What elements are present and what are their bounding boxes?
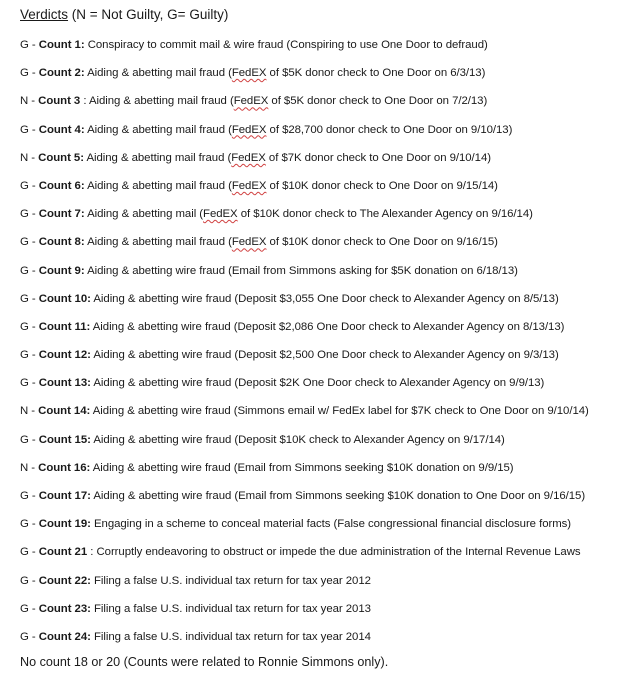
count-description: Filing a false U.S. individual tax return for tax year 2012 (94, 574, 371, 587)
count-number: Count 24: (38, 630, 91, 643)
spellcheck-flagged-word: FedEX (231, 236, 267, 249)
count-number: Count 19: (38, 518, 91, 531)
count-number: Count 10: (38, 292, 91, 305)
verdict-letter: G (20, 264, 29, 277)
verdict-letter: N (20, 95, 29, 108)
count-row: G - Count 6: Aiding & abetting mail fraud (FedEX of $10K donor check to One Door on 9/15/14) (20, 179, 498, 192)
count-description-tail: of $7K donor check to One Door on 9/10/14) (265, 151, 491, 164)
count-number: Count 22: (38, 574, 91, 587)
verdict-letter: G (20, 433, 29, 446)
count-description: Aiding & abetting mail ( (87, 208, 204, 221)
count-row: G - Count 24: Filing a false U.S. individual tax return for tax year 2014 (20, 630, 371, 643)
verdict-letter: G (20, 546, 29, 559)
count-description-tail: of $5K donor check to One Door on 7/2/13) (268, 95, 488, 108)
count-number: Count 9: (38, 264, 85, 277)
count-description-tail: of $10K donor check to The Alexander Agency on 9/16/14) (237, 208, 533, 221)
verdict-letter: G (20, 377, 29, 390)
count-description: Aiding & abetting wire fraud (Deposit $10K check to Alexander Agency on 9/17/14) (93, 433, 505, 446)
count-number: Count 8: (38, 236, 85, 249)
count-number: Count 3 (38, 95, 81, 108)
verdict-letter: G (20, 490, 29, 502)
count-description: Aiding & abetting mail fraud ( (87, 179, 232, 192)
spellcheck-flagged-word: FedEX (231, 179, 267, 192)
spellcheck-flagged-word: FedEX (233, 95, 269, 108)
count-row: G - Count 17: Aiding & abetting wire fraud (Email from Simmons seeking $10K donation to One Door on 9/16/15) (20, 490, 586, 502)
count-description: Aiding & abetting wire fraud (Deposit $3,055 One Door check to Alexander Agency on 8/5/13) (93, 292, 559, 305)
count-description: Aiding & abetting wire fraud (Deposit $2K One Door check to Alexander Agency on 9/9/13) (93, 377, 545, 390)
spellcheck-flagged-word: FedEX (203, 208, 238, 221)
count-row: G - Count 1: Conspiracy to commit mail & wire fraud (Conspiring to use One Door to defraud) (20, 39, 488, 51)
count-description: Aiding & abetting mail fraud ( (86, 151, 232, 164)
count-number: Count 4: (38, 123, 85, 136)
footer-note: No count 18 or 20 (Counts were related to Ronnie Simmons only). (20, 655, 389, 669)
verdict-letter: G (20, 630, 29, 643)
verdict-letter: G (20, 39, 29, 51)
verdict-letter: N (20, 461, 29, 474)
spellcheck-flagged-word: FedEX (231, 67, 267, 80)
verdict-letter: G (20, 574, 29, 587)
count-row: G - Count 10: Aiding & abetting wire fraud (Deposit $3,055 One Door check to Alexander Agency on 8/5/13) (20, 292, 559, 305)
count-row: N - Count 3 : Aiding & abetting mail fraud (FedEX of $5K donor check to One Door on 7/2/13) (20, 95, 488, 108)
count-description: Aiding & abetting wire fraud (Simmons email w/ FedEx label for $7K check to One Door on 9/10/14) (92, 405, 589, 418)
count-row: G - Count 13: Aiding & abetting wire fraud (Deposit $2K One Door check to Alexander Agency on 9/9/13) (20, 377, 545, 390)
count-row: G - Count 12: Aiding & abetting wire fraud (Deposit $2,500 One Door check to Alexander Agency on 9/3/13) (20, 349, 559, 362)
count-row: N - Count 16: Aiding & abetting wire fraud (Email from Simmons seeking $10K donation on 9/9/15) (20, 461, 514, 474)
count-description: Aiding & abetting wire fraud (Email from Simmons seeking $10K donation on 9/9/15) (92, 461, 514, 474)
verdict-letter: G (20, 208, 29, 221)
count-description: Engaging in a scheme to conceal material facts (False congressional financial disclosure forms) (94, 518, 572, 531)
count-row: N - Count 5: Aiding & abetting mail fraud (FedEX of $7K donor check to One Door on 9/10/14) (20, 151, 491, 164)
count-number: Count 6: (38, 179, 85, 192)
verdicts-title: Verdicts (20, 7, 69, 22)
verdict-letter: N (20, 151, 29, 164)
count-description: Aiding & abetting wire fraud (Deposit $2,086 One Door check to Alexander Agency on 8/13/13) (92, 320, 565, 333)
count-row: G - Count 15: Aiding & abetting wire fraud (Deposit $10K check to Alexander Agency on 9/17/14) (20, 433, 505, 446)
count-description: Filing a false U.S. individual tax return for tax year 2013 (94, 602, 371, 615)
verdict-letter: G (20, 67, 29, 80)
count-number: Count 11: (38, 320, 91, 333)
verdict-letter: G (20, 179, 29, 192)
verdict-letter: G (20, 236, 29, 249)
verdict-letter: G (20, 123, 29, 136)
verdicts-heading (20, 7, 228, 22)
count-description: : Aiding & abetting mail fraud ( (83, 95, 234, 108)
count-number: Count 15: (38, 433, 91, 446)
verdict-letter: G (20, 602, 29, 615)
count-row: G - Count 11: Aiding & abetting wire fraud (Deposit $2,086 One Door check to Alexander Agency on 8/13/13) (20, 320, 565, 333)
count-number: Count 1: (38, 39, 85, 51)
spellcheck-flagged-word: FedEX (231, 123, 267, 136)
count-number: Count 14: (38, 405, 91, 418)
count-description: Aiding & abetting mail fraud ( (87, 236, 232, 249)
count-row: G - Count 4: Aiding & abetting mail fraud (FedEX of $28,700 donor check to One Door on 9/10/13) (20, 123, 513, 136)
verdict-letter: G (20, 349, 29, 362)
count-description-tail: of $10K donor check to One Door on 9/15/14) (266, 179, 498, 192)
count-description: Conspiracy to commit mail & wire fraud (Conspiring to use One Door to defraud) (87, 39, 488, 51)
count-row: G - Count 22: Filing a false U.S. individual tax return for tax year 2012 (20, 574, 371, 587)
count-description-tail: of $10K donor check to One Door on 9/16/15) (266, 236, 498, 249)
count-number: Count 12: (38, 349, 91, 362)
count-number: Count 21 (38, 546, 88, 559)
count-row: G - Count 23: Filing a false U.S. individual tax return for tax year 2013 (20, 602, 371, 615)
count-row: G - Count 21 : Corruptly endeavoring to obstruct or impede the due administration of the Internal Revenue Laws (20, 546, 581, 559)
count-row: G - Count 7: Aiding & abetting mail (FedEX of $10K donor check to The Alexander Agency on 9/16/14) (20, 208, 533, 221)
count-number: Count 7: (38, 208, 85, 221)
count-description-tail: of $5K donor check to One Door on 6/3/13) (266, 67, 486, 80)
count-row: G - Count 2: Aiding & abetting mail fraud (FedEX of $5K donor check to One Door on 6/3/13) (20, 67, 486, 80)
count-row: N - Count 14: Aiding & abetting wire fraud (Simmons email w/ FedEx label for $7K check to One Door on 9/10/14) (20, 405, 589, 418)
count-description: Aiding & abetting wire fraud (Email from Simmons asking for $5K donation on 6/18/13) (87, 264, 518, 277)
count-description: Aiding & abetting mail fraud ( (87, 67, 232, 80)
count-description: Filing a false U.S. individual tax return for tax year 2014 (94, 630, 371, 643)
count-row: G - Count 8: Aiding & abetting mail fraud (FedEX of $10K donor check to One Door on 9/16/15) (20, 236, 498, 249)
count-number: Count 5: (38, 151, 84, 164)
verdict-letter: G (20, 292, 29, 305)
count-description: Aiding & abetting wire fraud (Deposit $2,500 One Door check to Alexander Agency on 9/3/13) (93, 349, 559, 362)
verdicts-legend: (N = Not Guilty, G= Guilty) (68, 7, 229, 22)
verdict-letter: G (20, 320, 29, 333)
spellcheck-flagged-word: FedEX (231, 151, 266, 164)
count-number: Count 23: (38, 602, 91, 615)
count-number: Count 13: (38, 377, 91, 390)
verdict-letter: G (20, 518, 29, 531)
count-number: Count 17: (38, 490, 91, 502)
count-number: Count 16: (38, 461, 91, 474)
count-description-tail: of $28,700 donor check to One Door on 9/10/13) (266, 123, 513, 136)
verdict-letter: N (20, 405, 29, 418)
count-number: Count 2: (38, 67, 85, 80)
counts-list (20, 37, 640, 657)
count-row: G - Count 9: Aiding & abetting wire fraud (Email from Simmons asking for $5K donation on 6/18/13) (20, 264, 518, 277)
count-row: G - Count 19: Engaging in a scheme to conceal material facts (False congressional financial disclosure forms) (20, 518, 572, 531)
count-description: Aiding & abetting wire fraud (Email from Simmons seeking $10K donation to One Door on 9/16/15) (93, 490, 586, 502)
count-description: : Corruptly endeavoring to obstruct or impede the due administration of the Internal Revenue Laws (90, 546, 581, 559)
count-description: Aiding & abetting mail fraud ( (87, 123, 232, 136)
